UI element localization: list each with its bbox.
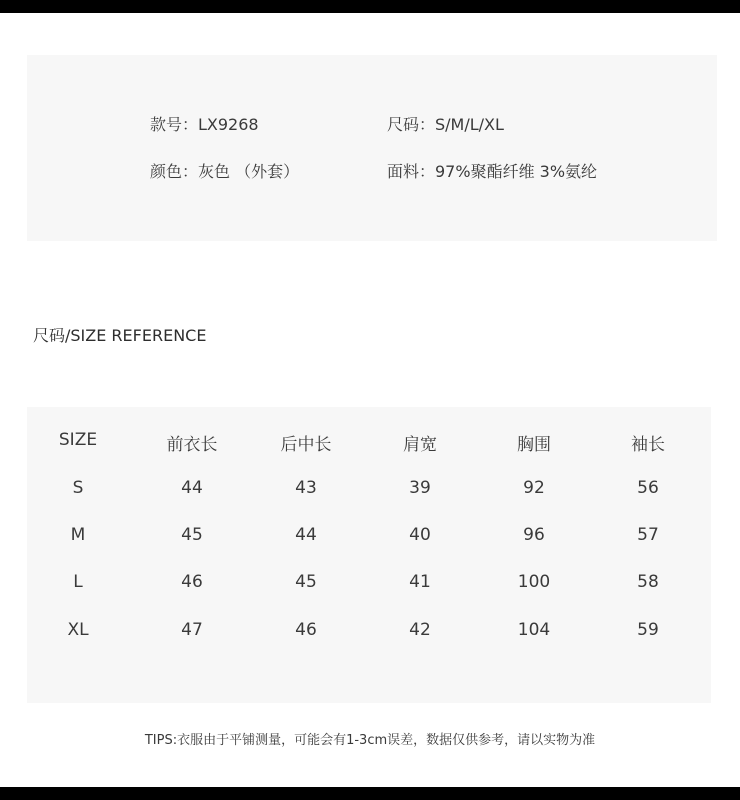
table-cell: 39: [409, 478, 431, 498]
table-cell: 56: [637, 478, 659, 498]
size-reference-title: 尺码/SIZE REFERENCE: [33, 326, 207, 345]
table-cell: 57: [637, 525, 659, 545]
measurement-tips: TIPS:衣服由于平铺测量，可能会有1-3cm误差，数据仅供参考，请以实物为准: [144, 733, 596, 748]
header-size: SIZE: [58, 430, 98, 450]
header-sleeve: 袖长: [631, 435, 665, 455]
product-info-panel: [27, 55, 717, 241]
color-info: 颜色：灰色 （外套）: [150, 162, 300, 181]
table-cell: 45: [295, 572, 317, 592]
table-cell: 46: [181, 572, 203, 592]
table-cell: XL: [67, 620, 89, 640]
header-shoulder: 肩宽: [403, 435, 437, 455]
header-chest: 胸围: [517, 435, 551, 455]
header-back-length: 后中长: [280, 435, 332, 455]
table-cell: 104: [517, 620, 551, 640]
table-cell: 43: [295, 478, 317, 498]
table-cell: 41: [409, 572, 431, 592]
table-cell: 44: [181, 478, 203, 498]
table-cell: L: [73, 572, 83, 592]
style-number: 款号：LX9268: [150, 115, 259, 134]
table-cell: S: [72, 478, 84, 498]
size-chart-page: [0, 13, 740, 787]
table-cell: 47: [181, 620, 203, 640]
table-cell: M: [70, 525, 86, 545]
header-front-length: 前衣长: [166, 435, 218, 455]
table-cell: 42: [409, 620, 431, 640]
table-cell: 59: [637, 620, 659, 640]
table-cell: 40: [409, 525, 431, 545]
table-cell: 46: [295, 620, 317, 640]
size-table: [27, 407, 711, 703]
table-cell: 45: [181, 525, 203, 545]
table-cell: 44: [295, 525, 317, 545]
table-cell: 92: [523, 478, 545, 498]
fabric-info: 面料：97%聚酯纤维 3%氨纶: [387, 162, 598, 181]
table-cell: 100: [517, 572, 551, 592]
table-cell: 58: [637, 572, 659, 592]
table-cell: 96: [523, 525, 545, 545]
size-options: 尺码：S/M/L/XL: [387, 115, 504, 134]
